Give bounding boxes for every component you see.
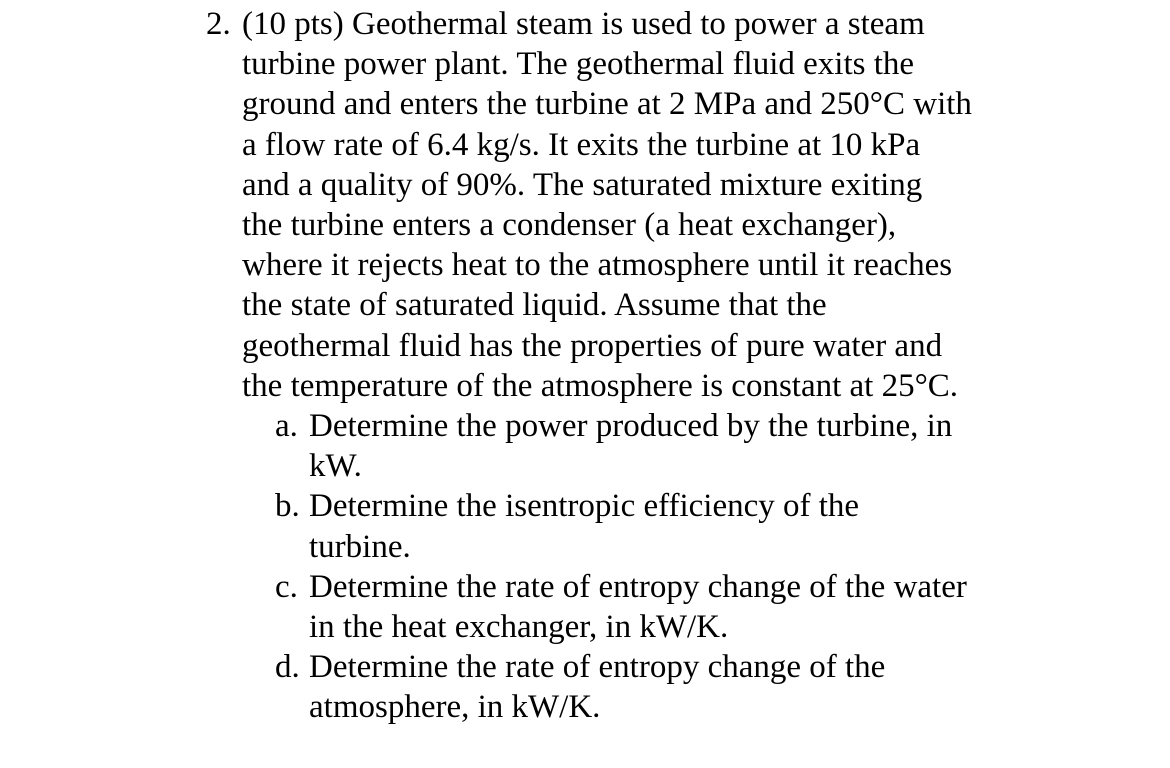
problem-text-line: (10 pts) Geothermal steam is used to power a steam	[242, 6, 925, 42]
part-letter: b.	[275, 488, 300, 525]
part-text-line: Determine the rate of entropy change of the	[309, 649, 886, 686]
part-first-line	[275, 406, 1015, 446]
part-text-line: Determine the rate of entropy change of the water	[309, 568, 967, 605]
problem-first-line	[206, 4, 1016, 44]
question-parts	[275, 406, 1015, 728]
question-part-c	[275, 567, 1015, 647]
problem-statement	[206, 4, 1016, 406]
problem-text-line: the turbine enters a condenser (a heat exchanger),	[242, 207, 897, 244]
question-part-b	[275, 486, 1015, 566]
part-first-line	[275, 567, 1015, 607]
part-letter: c.	[275, 568, 298, 605]
question-part-a	[275, 406, 1015, 486]
part-text-line: turbine.	[309, 528, 411, 565]
problem-text-line: a flow rate of 6.4 kg/s. It exits the turbine at 10 kPa	[242, 126, 921, 163]
problem-text-line: geothermal fluid has the properties of pure water and	[242, 327, 943, 364]
part-text-line: atmosphere, in kW/K.	[309, 689, 601, 726]
problem-text-line: the state of saturated liquid. Assume that the	[242, 287, 827, 324]
part-first-line	[275, 647, 1015, 687]
part-text-line: Determine the isentropic efficiency of the	[309, 488, 860, 525]
problem-number: 2.	[206, 6, 231, 42]
part-letter: d.	[275, 649, 300, 686]
problem-text-line: and a quality of 90%. The saturated mixture exiting	[242, 166, 923, 203]
problem-text-line: ground and enters the turbine at 2 MPa and 250°C with	[242, 86, 972, 123]
part-first-line	[275, 486, 1015, 526]
problem-text-line: where it rejects heat to the atmosphere until it reaches	[242, 247, 953, 284]
part-text-line: Determine the power produced by the turbine, in	[309, 408, 953, 444]
part-text-line: kW.	[309, 448, 362, 485]
question-part-d	[275, 647, 1015, 727]
problem-text-line: turbine power plant. The geothermal fluid exits the	[242, 46, 915, 83]
part-letter: a.	[275, 408, 298, 444]
part-text-line: in the heat exchanger, in kW/K.	[309, 609, 729, 646]
problem-text-line: the temperature of the atmosphere is constant at 25°C.	[242, 367, 959, 404]
